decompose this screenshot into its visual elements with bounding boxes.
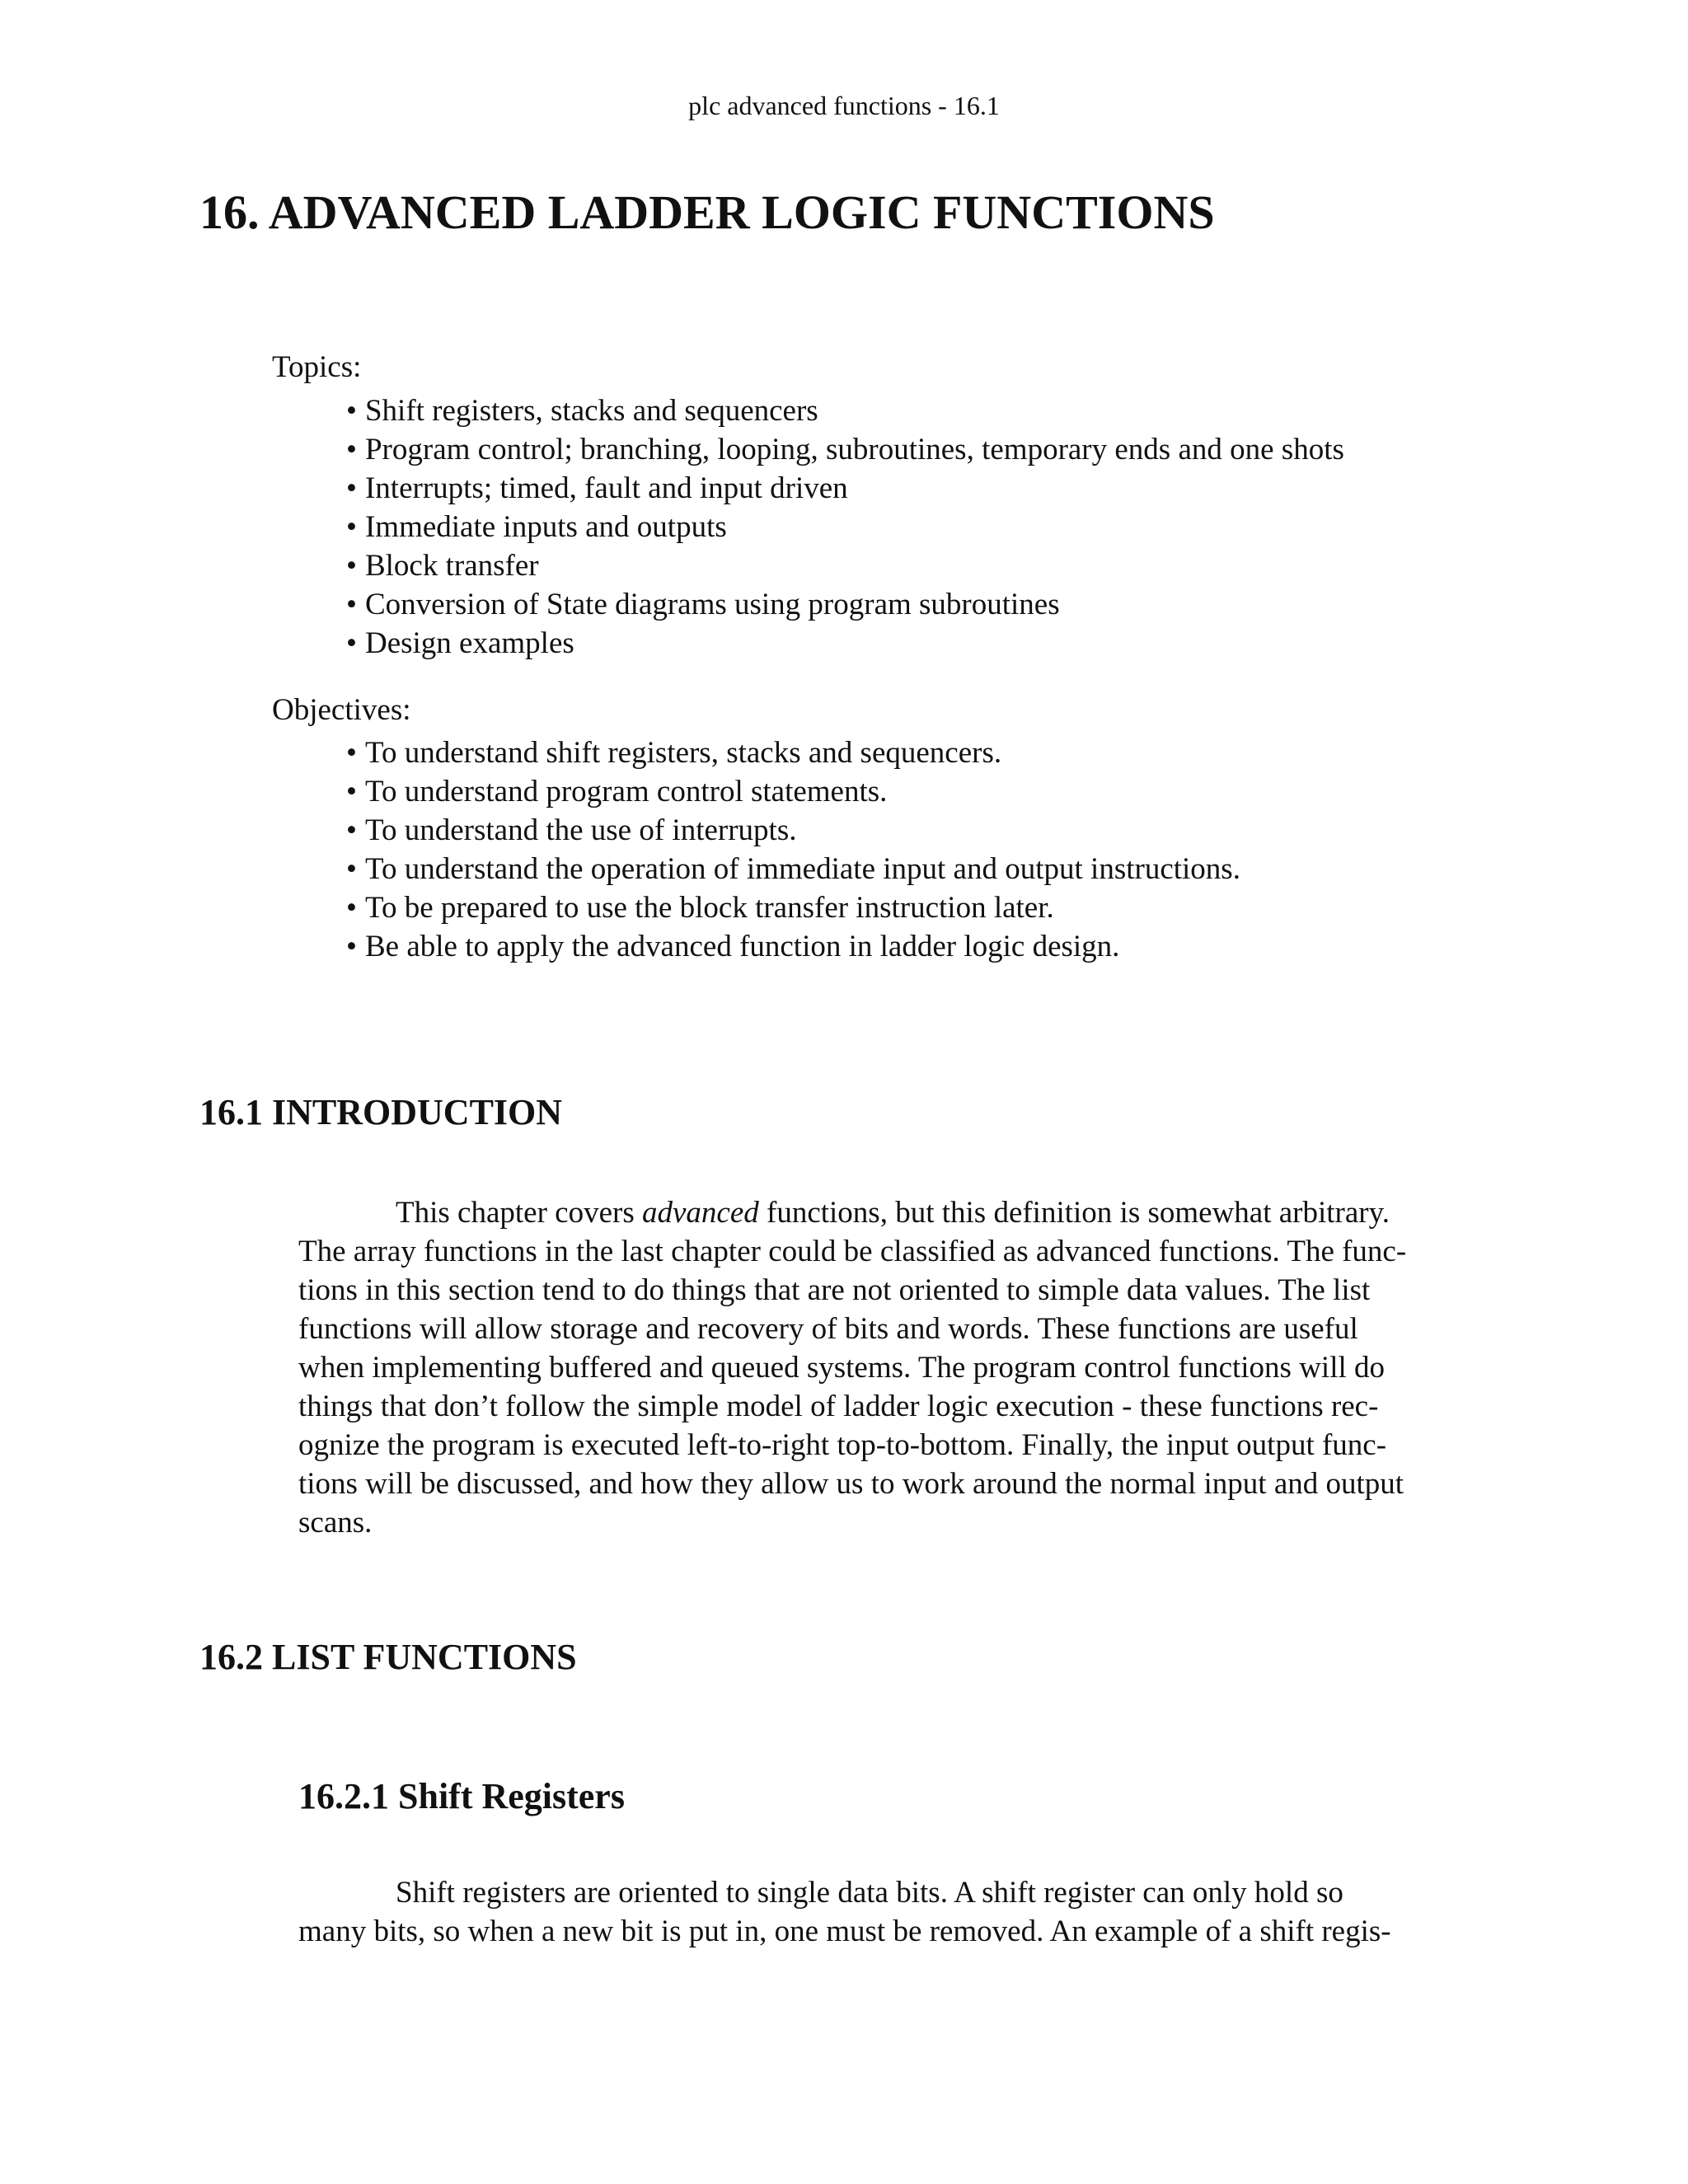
bullet-icon: • (346, 549, 357, 583)
bullet-icon: • (346, 433, 357, 466)
objective-item (346, 850, 1240, 888)
objective-item (346, 733, 1240, 772)
running-header: plc advanced functions - 16.1 (688, 91, 1000, 120)
bullet-icon: • (346, 930, 357, 963)
topic-text: Shift registers, stacks and sequencers (364, 394, 818, 428)
bullet-icon: • (346, 510, 357, 544)
paragraph-line: Shift registers are oriented to single data bits. A shift register can only hold so (396, 1876, 1343, 1910)
topic-text: Design examples (364, 626, 574, 660)
paragraph-line: ognize the program is executed left-to-right top-to-bottom. Finally, the input output func- (298, 1428, 1387, 1462)
objective-text: To understand the operation of immediate input and output instructions. (364, 852, 1240, 886)
bullet-icon: • (346, 891, 357, 925)
bullet-icon: • (346, 588, 357, 621)
topic-text: Interrupts; timed, fault and input driven (364, 471, 848, 505)
objective-text: To understand shift registers, stacks and sequencers. (364, 736, 1002, 770)
paragraph-line: many bits, so when a new bit is put in, one must be removed. An example of a shift regis- (298, 1915, 1391, 1948)
topics-label: Topics: (272, 350, 362, 384)
topic-item (346, 546, 1344, 585)
section-heading-list-functions: 16.2 LIST FUNCTIONS (199, 1637, 577, 1677)
objective-item (346, 811, 1240, 850)
objective-item (346, 888, 1240, 927)
topic-item (346, 508, 1344, 546)
topic-item (346, 430, 1344, 469)
topic-item (346, 624, 1344, 663)
text-span: functions, but this definition is somewhat arbitrary. (758, 1196, 1390, 1230)
emphasis-text: advanced (641, 1196, 759, 1230)
paragraph-line: when implementing buffered and queued systems. The program control functions will do (298, 1351, 1386, 1385)
paragraph-line: scans. (298, 1506, 373, 1540)
paragraph-line: functions will allow storage and recovery of bits and words. These functions are useful (298, 1312, 1358, 1346)
paragraph-line (396, 1193, 1390, 1232)
bullet-icon: • (346, 775, 357, 808)
bullet-icon: • (346, 626, 357, 660)
text-span: This chapter covers (396, 1196, 642, 1230)
topic-item (346, 391, 1344, 430)
objective-item (346, 772, 1240, 811)
objectives-label: Objectives: (272, 693, 411, 727)
topics-list (346, 391, 1344, 663)
topic-item (346, 469, 1344, 508)
objective-text: To understand program control statements. (364, 775, 888, 808)
topic-text: Block transfer (364, 549, 539, 583)
objectives-list (346, 733, 1240, 966)
objective-text: Be able to apply the advanced function in ladder logic design. (364, 930, 1120, 963)
topic-text: Immediate inputs and outputs (364, 510, 727, 544)
topic-text: Conversion of State diagrams using program subroutines (364, 588, 1060, 621)
topic-item (346, 585, 1344, 624)
bullet-icon: • (346, 471, 357, 505)
objective-text: To understand the use of interrupts. (364, 813, 797, 847)
objective-item (346, 927, 1240, 966)
paragraph-line: tions will be discussed, and how they allow us to work around the normal input and output (298, 1467, 1404, 1501)
bullet-icon: • (346, 813, 357, 847)
subsection-heading-shift-registers: 16.2.1 Shift Registers (298, 1776, 625, 1816)
bullet-icon: • (346, 852, 357, 886)
paragraph-line: The array functions in the last chapter could be classified as advanced functions. The func- (298, 1235, 1407, 1268)
chapter-title: 16. ADVANCED LADDER LOGIC FUNCTIONS (199, 185, 1215, 239)
topic-text: Program control; branching, looping, subroutines, temporary ends and one shots (364, 433, 1344, 466)
bullet-icon: • (346, 736, 357, 770)
objective-text: To be prepared to use the block transfer instruction later. (364, 891, 1054, 925)
paragraph-line: things that don’t follow the simple model of ladder logic execution - these functions rec- (298, 1390, 1379, 1423)
paragraph-line: tions in this section tend to do things that are not oriented to simple data values. The list (298, 1273, 1371, 1307)
section-heading-introduction: 16.1 INTRODUCTION (199, 1092, 563, 1132)
bullet-icon: • (346, 394, 357, 428)
